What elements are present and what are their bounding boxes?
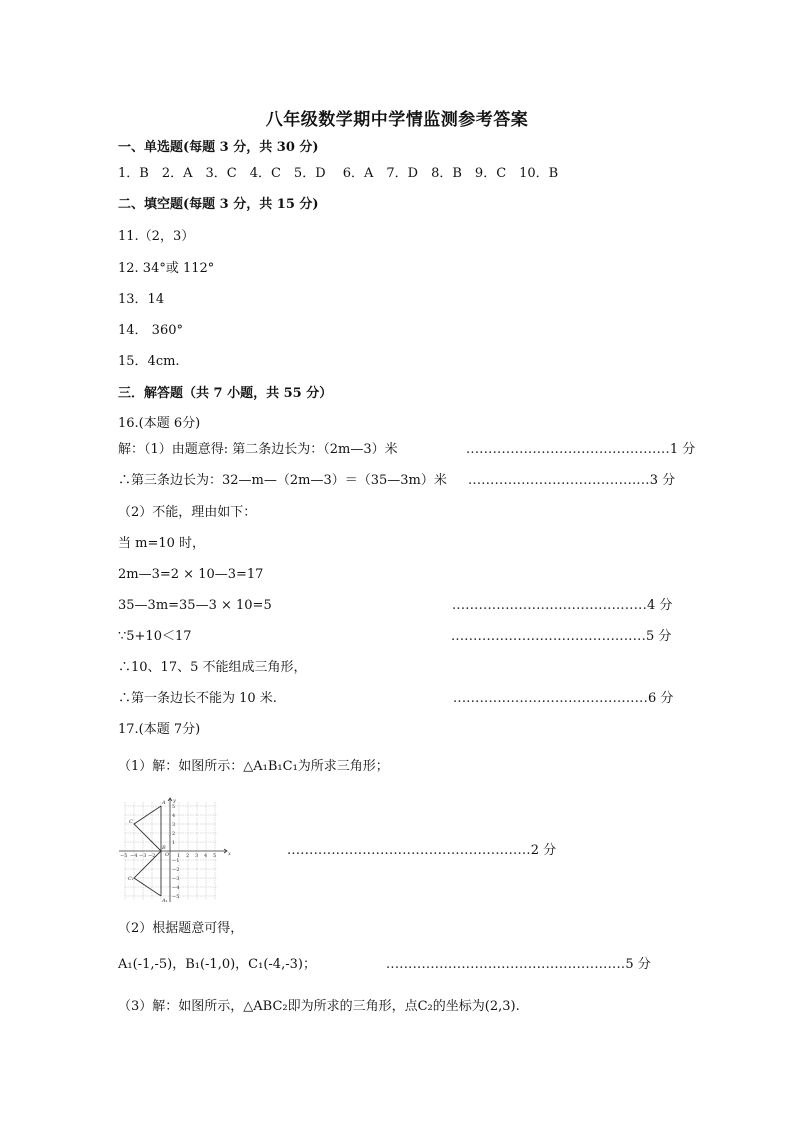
fill-answer-12: 12. 34°或 112°: [118, 261, 215, 276]
q17-part2: （2）根据题意可得，: [118, 921, 244, 936]
coordinate-graph: [117, 796, 235, 904]
q16-line4: 当 m=10 时，: [118, 536, 206, 551]
q16-line9: ∴第一条边长不能为 10 米.: [118, 691, 277, 706]
point-a-label: A: [162, 800, 166, 806]
q16-line3: （2）不能，理由如下：: [118, 505, 257, 520]
x-tick-label: −2: [148, 853, 156, 859]
y-tick-label: 2: [172, 831, 176, 837]
q17-coords: A₁(-1,-5)，B₁(-1,0)，C₁(-4,-3)；: [118, 957, 316, 972]
q17-part1: （1）解：如图所示：△A₁B₁C₁为所求三角形；: [118, 759, 389, 774]
point-c1-label: C₁: [128, 876, 134, 882]
y-tick-label: −2: [172, 867, 180, 873]
x-tick-label: 5: [213, 853, 217, 859]
section2-heading: 二、填空题(每题 3 分，共 15 分): [118, 197, 319, 212]
x-tick-label: 4: [204, 853, 208, 859]
y-tick-label: 5: [172, 804, 176, 810]
q17-part3: （3）解：如图所示，△ABC₂即为所求的三角形，点C₂的坐标为(2,3).: [118, 999, 520, 1014]
point-c-label: C: [129, 819, 133, 825]
x-tick-label: −5: [120, 853, 128, 859]
q16-line1: 解：（1）由题意得: 第二条边长为：（2m—3）米: [118, 442, 398, 457]
q17-part1-score: .......................................................2 分: [287, 843, 557, 858]
y-axis-label: y: [173, 798, 176, 804]
q17-coords-score: ......................................................5 分: [386, 957, 651, 972]
origin-label: O: [165, 852, 170, 858]
y-tick-label: 1: [172, 840, 176, 846]
point-b-label: B: [162, 845, 166, 851]
fill-answer-14: 14． 360°: [118, 323, 183, 338]
q16-line6-score: ............................................4 分: [452, 598, 673, 613]
y-tick-label: −3: [172, 876, 180, 882]
point-a1-label: A₁: [162, 898, 168, 904]
x-tick-label: 1: [177, 853, 181, 859]
q16-line2: ∴第三条边长为：32—m—（2m—3）＝（35—3m）米: [118, 473, 447, 488]
x-tick-label: 2: [186, 853, 190, 859]
section3-heading: 三．解答题（共 7 小题，共 55 分）: [118, 386, 333, 401]
q16-line5: 2m—3=2 × 10—3=17: [118, 567, 264, 582]
fill-answer-13: 13．14: [118, 292, 165, 307]
y-tick-label: −4: [172, 885, 180, 891]
triangle-abc: [134, 806, 161, 851]
x-tick-label: 3: [195, 853, 199, 859]
q16-line7-score: ............................................5 分: [451, 629, 672, 644]
fill-answer-15: 15．4cm.: [118, 354, 180, 369]
q16-line9-score: ............................................6 分: [453, 691, 674, 706]
fill-answer-11: 11.（2，3）: [118, 229, 195, 244]
page-title: 八年级数学期中学情监测参考答案: [265, 110, 529, 130]
y-tick-label: 3: [172, 822, 176, 828]
q16-line6: 35—3m=35—3 × 10=5: [118, 598, 272, 613]
x-tick-label: −3: [139, 853, 147, 859]
y-tick-label: 4: [172, 813, 176, 819]
section1-heading: 一、单选题(每题 3 分，共 30 分): [118, 140, 319, 155]
x-axis-label: x: [228, 851, 231, 857]
q16-line1-score: ..............................................1 分: [466, 442, 696, 457]
q17-label: 17.(本题 7分): [118, 722, 201, 737]
y-tick-label: −5: [172, 894, 180, 900]
q16-line7: ∵5+10＜17: [118, 629, 192, 644]
q16-line8: ∴10、17、5 不能组成三角形，: [118, 660, 307, 675]
q16-label: 16.(本题 6分): [118, 416, 201, 431]
section1-answers: 1．B 2．A 3．C 4．C 5．D 6．A 7．D 8．B 9．C 10．B: [118, 166, 559, 181]
x-tick-label: −4: [130, 853, 138, 859]
q16-line2-score: .........................................3 分: [468, 473, 676, 488]
y-tick-label: −1: [172, 858, 180, 864]
